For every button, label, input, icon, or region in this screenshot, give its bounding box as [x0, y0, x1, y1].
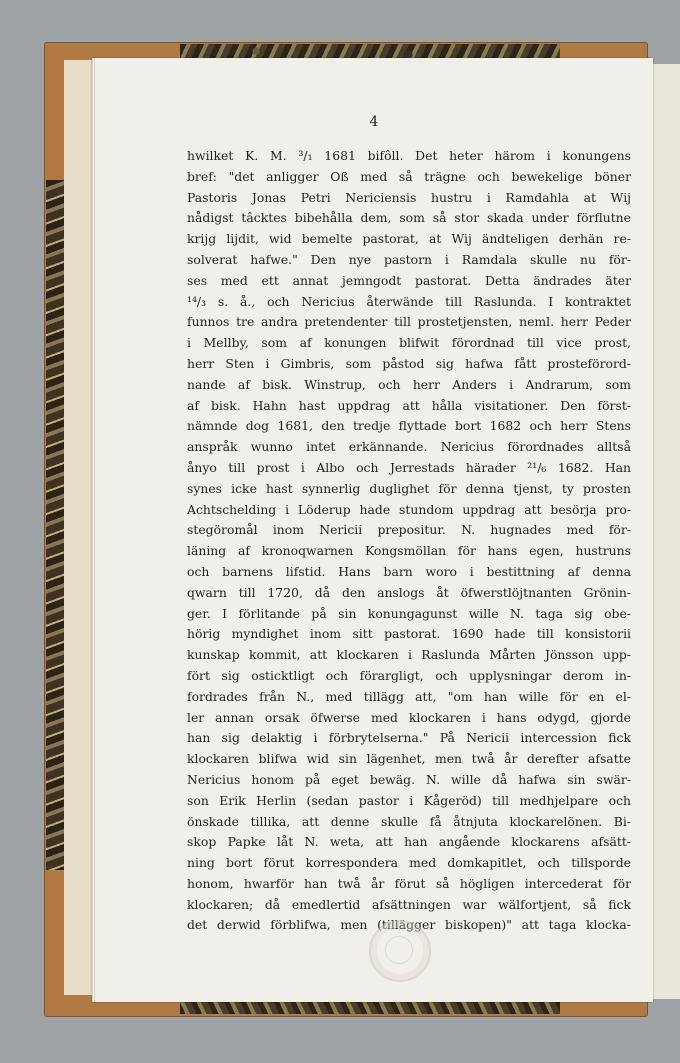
- text-line: ler annan orsak öfwerse med klockaren i hans odygd, gjorde: [187, 709, 631, 725]
- text-line: af bisk. Hahn hast uppdrag att hålla visitationer. Den först-: [187, 397, 631, 413]
- text-line: det derwid förblifwa, men (tillägger biskopen)" att taga klocka-: [187, 917, 631, 933]
- text-line: ånyo till prost i Albo och Jerrestads härader ²¹/₆ 1682. Han: [187, 459, 631, 475]
- text-line: önskade tillika, att denne skulle få åtnjuta klockarelönen. Bi-: [187, 813, 631, 829]
- marbled-edge-bottom: [180, 1000, 560, 1014]
- text-line: hörig myndighet inom sitt pastorat. 1690 hade till konsistorii: [187, 626, 631, 642]
- text-line: funnos tre andra pretendenter till prostetjensten, neml. herr Peder: [187, 314, 631, 330]
- text-line: fört sig osticktligt och förargligt, och upplysningar derom in-: [187, 667, 631, 683]
- book-page: [92, 58, 653, 1002]
- text-line: Nericius honom på eget bewäg. N. wille då hafwa sin swär-: [187, 771, 631, 787]
- text-line: skop Papke låt N. weta, att han angående klockarens afsätt-: [187, 834, 631, 850]
- text-line: son Erik Herlin (sedan pastor i Kågeröd) till medhjelpare och: [187, 792, 631, 808]
- text-line: nådigst tâcktes bibehålla dem, som så stor skada under förflutne: [187, 210, 631, 226]
- text-line: stegöromål inom Nericii prepositur. N. hugnades med för-: [187, 522, 631, 538]
- body-text: [187, 146, 631, 936]
- text-line: qwarn till 1720, då den anslogs åt öfwerstlöjtnanten Grönin-: [187, 584, 631, 600]
- inner-margin-strip: [64, 60, 95, 995]
- library-stamp-watermark: [369, 920, 431, 982]
- text-line: Pastoris Jonas Petri Nericiensis hustru i Ramdahla at Wij: [187, 189, 631, 205]
- text-line: i Mellby, som af konungen blifwit förordnad till vice prost,: [187, 335, 631, 351]
- text-line: solverat hafwe." Den nye pastorn i Ramdala skulle nu för-: [187, 251, 631, 267]
- text-line: honom, hwarför han twå år förut så högligen intercederat för: [187, 875, 631, 891]
- text-line: synes icke hast synnerlig duglighet för denna tjenst, ty prosten: [187, 480, 631, 496]
- text-line: ger. I förlitande på sin konungagunst wille N. taga sig obe-: [187, 605, 631, 621]
- text-line: han sig delaktig i förbrytelserna." På Nericii intercession fick: [187, 730, 631, 746]
- text-line: ¹⁴/₃ s. å., och Nericius återwände till Raslunda. I kontraktet: [187, 293, 631, 309]
- text-line: nande af bisk. Winstrup, och herr Anders i Andrarum, som: [187, 376, 631, 392]
- text-line: ses med ett annat jemngodt pastorat. Detta ändrades äter: [187, 272, 631, 288]
- text-line: kunskap kommit, att klockaren i Raslunda Mårten Jönsson upp-: [187, 647, 631, 663]
- text-line: ning bort förut korrespondera med domkapitlet, och tillsporde: [187, 855, 631, 871]
- page-number: 4: [369, 114, 379, 130]
- text-line: fordrades från N., med tillägg att, "om han wille för en el-: [187, 688, 631, 704]
- text-line: nämnde dog 1681, den tredje flyttade bort 1682 och herr Stens: [187, 418, 631, 434]
- text-line: läning af kronoqwarnen Kongsmöllan för hans egen, hustruns: [187, 543, 631, 559]
- text-line: och barnens lifstid. Hans barn woro i bestittning af denna: [187, 563, 631, 579]
- text-line: bref: "det anligger Oß med så trägne och bewekelige böner: [187, 168, 631, 184]
- text-line: hwilket K. M. ³/₁ 1681 bifôll. Det heter härom i konungens: [187, 148, 631, 163]
- text-line: klockaren blifwa wid sin lägenhet, men twå år derefter afsatte: [187, 751, 631, 767]
- text-line: krijg lijdit, wid bemelte pastorat, at Wij ändteligen derhän re-: [187, 231, 631, 247]
- text-line: herr Sten i Gimbris, som påstod sig hafwa fått prosteförord-: [187, 355, 631, 371]
- text-line: anspråk wunno intet erkännande. Nericius förordnades alltså: [187, 439, 631, 455]
- text-line: Achtschelding i Löderup hade stundom uppdrag att besörja pro-: [187, 501, 631, 517]
- text-line: klockaren; då emedlertid afsättningen war wälfortjent, så fick: [187, 896, 631, 912]
